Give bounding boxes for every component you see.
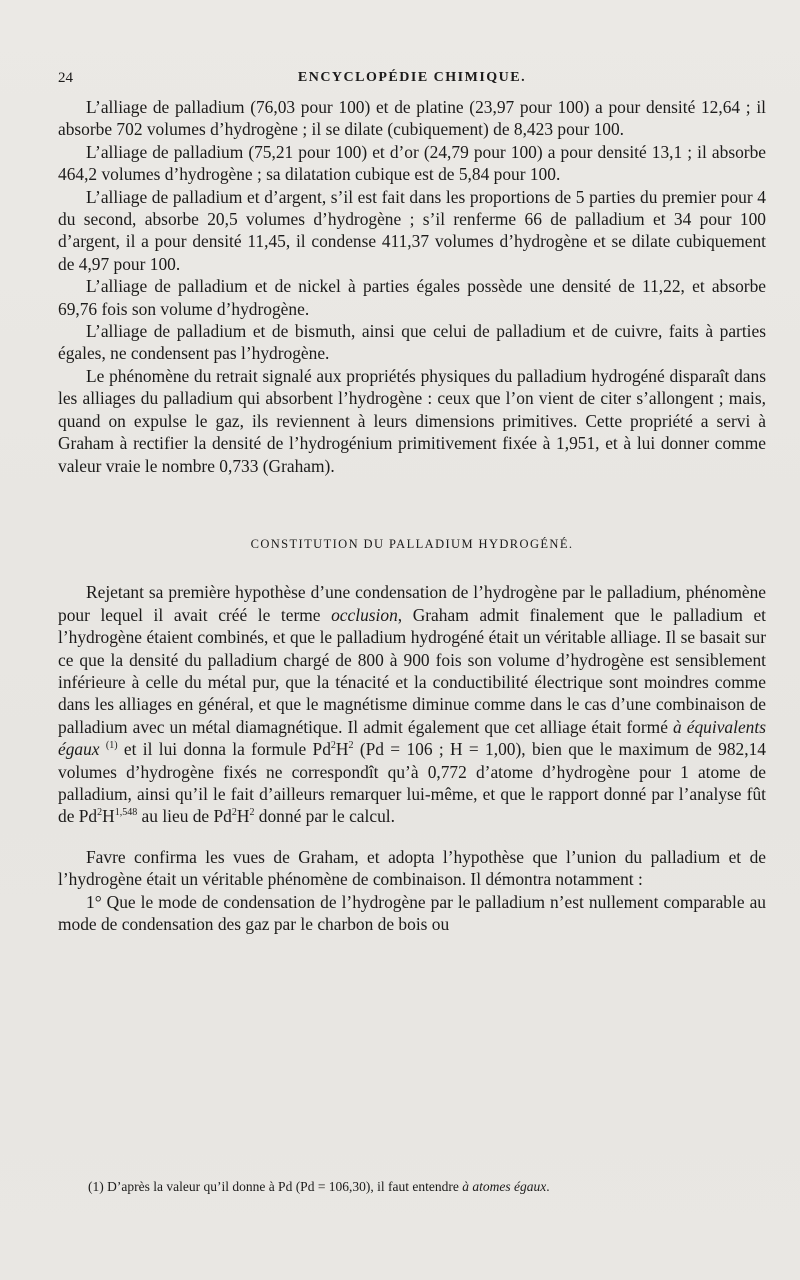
formula-index: 2 xyxy=(330,740,336,752)
paragraph-favre: Favre confirma les vues de Graham, et adopta l’hypothèse que l’union du palladium et de l’hydrogène était un véritable phénomène de combinaison. Il démontra notamment : xyxy=(58,846,766,890)
text-run: H xyxy=(335,739,349,760)
running-title: ENCYCLOPÉDIE CHIMIQUE. xyxy=(297,70,527,85)
text-run: au lieu de Pd xyxy=(137,806,232,827)
formula-index: 2 xyxy=(231,807,237,819)
paragraph-palladium-nickel-alloy: L’alliage de palladium et de nickel à parties égales possède une densité de 11,22, et absorbe 69,76 fois son volume d’hydrogène. xyxy=(58,276,766,319)
paragraph-bismuth-copper-alloys: L’alliage de palladium et de bismuth, ainsi que celui de palladium et de cuivre, faits à parties égales, ne condensent pas l’hydrogène. xyxy=(58,321,766,364)
formula-index: 2 xyxy=(97,807,103,819)
paragraph-point-1: 1° Que le mode de condensation de l’hydrogène par le palladium n’est nullement comparable au mode de condensation des gaz par le charbon de bois ou xyxy=(58,891,766,934)
paragraph-graham-hypothesis xyxy=(58,581,766,827)
paragraph-retraction-phenomenon: Le phénomène du retrait signalé aux propriétés physiques du palladium hydrogéné disparaît dans les alliages du palladium qui absorbent l’hydrogène : ceux que l’on vient de citer s’allongent ; mais, quand on expulse le gaz, ils reviennent à leurs dimensions primitives. Cette propriété a servi à Graham à rectifier la densité de l’hydrogénium primitivement fixée à 1,951, et à lui donner comme valeur vraie le nombre 0,733 (Graham). xyxy=(58,365,766,476)
footnote-emphasis: à atomes égaux xyxy=(462,1179,547,1194)
paragraph-palladium-silver-alloy: L’alliage de palladium et d’argent, s’il est fait dans les proportions de 5 parties du premier pour 4 du second, absorbe 20,5 volumes d’hydrogène ; s’il renferme 66 de palladium et 34 pour 100 d’argent, il a pour densité 11,45, il condense 411,37 volumes d’hydrogène et se dilate cubiquement de 4,97 pour 100. xyxy=(58,186,766,274)
text-run: H xyxy=(236,806,250,827)
term-equivalents: à équivalents égaux xyxy=(58,716,766,760)
term-occlusion: occlusion xyxy=(331,604,398,625)
formula-index: 1,548 xyxy=(114,807,138,819)
formula-index: 2 xyxy=(249,807,255,819)
footnote-text: D’après la valeur qu’il donne à Pd (Pd = 106,30), il faut entendre xyxy=(103,1179,459,1194)
footnote xyxy=(88,1178,766,1196)
text-run: donné par le calcul. xyxy=(254,806,395,827)
section-title: CONSTITUTION DU PALLADIUM HYDROGÉNÉ. xyxy=(250,536,574,551)
page-number: 24 xyxy=(58,70,73,86)
text-run: H xyxy=(102,806,115,827)
formula-index: 2 xyxy=(348,740,354,752)
page-header xyxy=(58,70,766,92)
text-run: (Pd = 106 ; H = 1,00), bien que le maximum de 982,14 volumes d’hydrogène fixés ne correspondît qu’à 0,772 d’atome d’hydrogène pour 1 atome de palladium, ainsi qu’il le fait d’ailleurs remarquer lui-même, et que le rapport donné par l’analyse fût de Pd xyxy=(58,739,766,827)
paragraph-palladium-platinum-alloy: L’alliage de palladium (76,03 pour 100) et de platine (23,97 pour 100) a pour densité 12,64 ; il absorbe 702 volumes d’hydrogène ; il se dilate (cubiquement) de 8,423 pour 100. xyxy=(58,97,766,140)
footnote-end: . xyxy=(546,1179,550,1194)
footnote-marker: (1) xyxy=(88,1179,104,1194)
paragraph-palladium-gold-alloy: L’alliage de palladium (75,21 pour 100) et d’or (24,79 pour 100) a pour densité 13,1 ; il absorbe 464,2 volumes d’hydrogène ; sa dilatation cubique est de 5,84 pour 100. xyxy=(58,141,766,185)
text-run: Rejetant sa première hypothèse d’une condensation de l’hydrogène par le palladium, phénomène pour lequel il avait créé le terme xyxy=(58,582,766,625)
page-body xyxy=(58,96,766,935)
text-run: et il lui donna la formule Pd xyxy=(117,739,331,760)
footnote-reference: (1) xyxy=(105,740,118,752)
text-run: , Graham admit finalement que le palladium et l’hydrogène étaient combinés, et que le palladium hydrogéné était un véritable alliage. Il se basait sur ce que la densité du palladium chargé de 800 à 900 fois son volume d’hydrogène est sensiblement inférieure à celle du métal pur, que la ténacité et la conductibilité électrique sont moindres comme dans les alliages en général, et que le magnétisme diminue comme dans le cas d’une combinaison de palladium avec un métal diamagnétique. Il admit également que cet alliage était formé xyxy=(58,604,767,737)
